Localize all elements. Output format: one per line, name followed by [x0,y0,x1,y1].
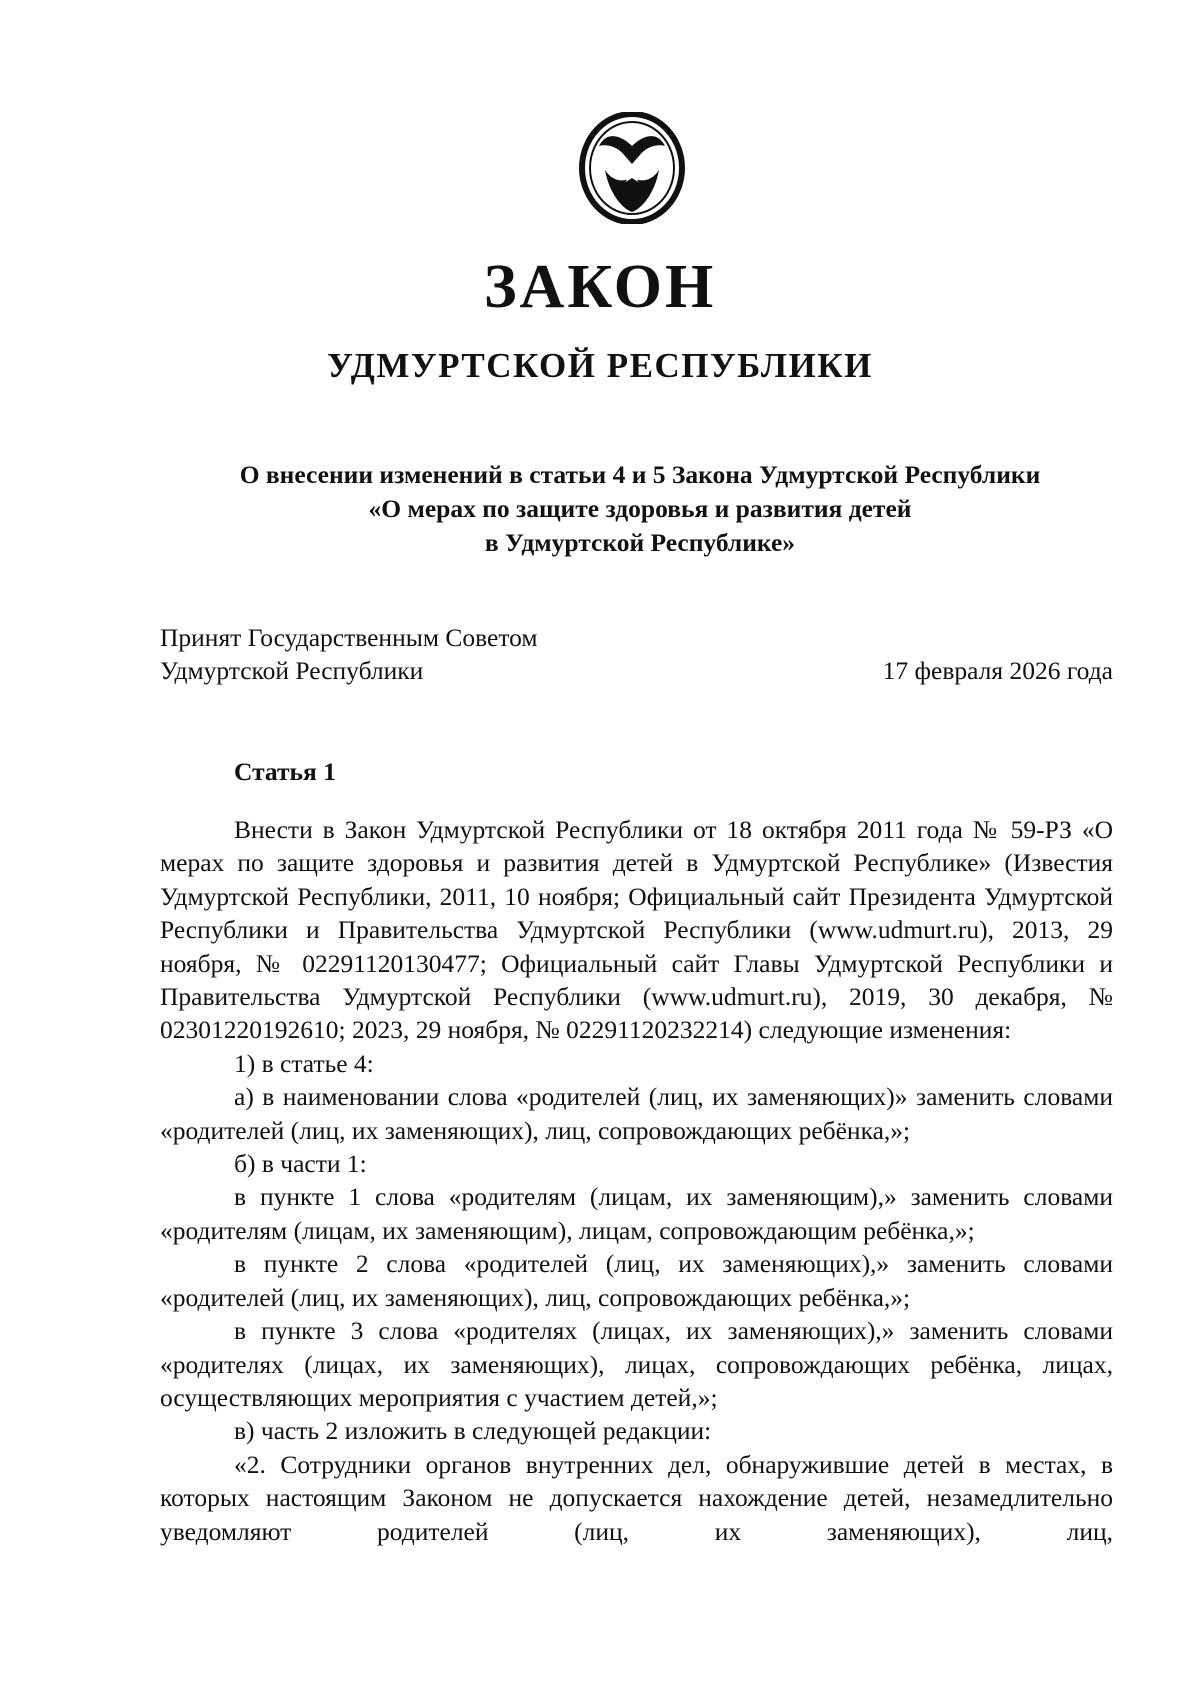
article-paragraph: в пункте 2 слова «родителей (лиц, их заменяющих),» заменить словами «родителей (лиц, их заменяющих), лиц, сопровождающих ребёнка,»; [160,1249,1113,1312]
law-heading-line: в Удмуртской Республике» [484,528,796,557]
adoption-line: Удмуртской Республики [160,656,424,685]
article-title: Статья 1 [234,757,336,786]
article-body [160,813,1113,1548]
law-heading-line: О внесении изменений в статьи 4 и 5 Закона Удмуртской Республики [239,460,1041,489]
article-paragraph: 1) в статье 4: [234,1048,374,1078]
article-paragraph: в пункте 1 слова «родителям (лицам, их заменяющим),» заменить словами «родителям (лицам, их заменяющим), лицам, сопровождающим ребёнка,»; [160,1182,1113,1245]
adoption-line: Принят Государственным Советом [160,623,538,652]
udmurt-coat-of-arms-icon [577,112,687,224]
document-subtitle: УДМУРТСКОЙ РЕСПУБЛИКИ [327,346,873,385]
article-paragraph: Внести в Закон Удмуртской Республики от 18 октября 2011 года № 59-РЗ «О мерах по защите здоровья и развития детей в Удмуртской Республике» (Известия Удмуртской Республики, 2011, 10 ноября; Официальный сайт Президента Удмуртской Республики и Правительства Удмуртской Республики (www.udmurt.ru), 2013, 29 ноября, № 02291120130477; Официальный сайт Главы Удмуртской Республики и Правительства Удмуртской Республики (www.udmurt.ru), 2019, 30 декабря, № 02301220192610; 2023, 29 ноября, № 02291120232214) следующие изменения: [160,815,1113,1045]
article-paragraph: а) в наименовании слова «родителей (лиц, их заменяющих)» заменить словами «родителей (лиц, их заменяющих), лиц, сопровождающих ребёнка,»; [160,1082,1113,1145]
law-heading [160,458,1120,560]
article-paragraph: в пункте 3 слова «родителях (лицах, их заменяющих),» заменить словами «родителях (лицах, их заменяющих), лицах, сопровождающих ребёнка, лицах, осуществляющих мероприятия с участием детей,»; [160,1316,1113,1412]
adoption-statement [160,621,538,687]
article-paragraph: в) часть 2 изложить в следующей редакции: [234,1416,712,1446]
article-paragraph: б) в части 1: [234,1149,367,1179]
article-paragraph: «2. Сотрудники органов внутренних дел, обнаружившие детей в местах, в которых настоящим Законом не допускается нахождение детей, незамедлительно уведомляют родителей (лиц, их заменяющих), лиц, [160,1449,1113,1546]
adoption-date: 17 февраля 2026 года [882,656,1113,685]
document-title: ЗАКОН [483,253,717,321]
law-heading-line: «О мерах по защите здоровья и развития детей [368,494,912,523]
